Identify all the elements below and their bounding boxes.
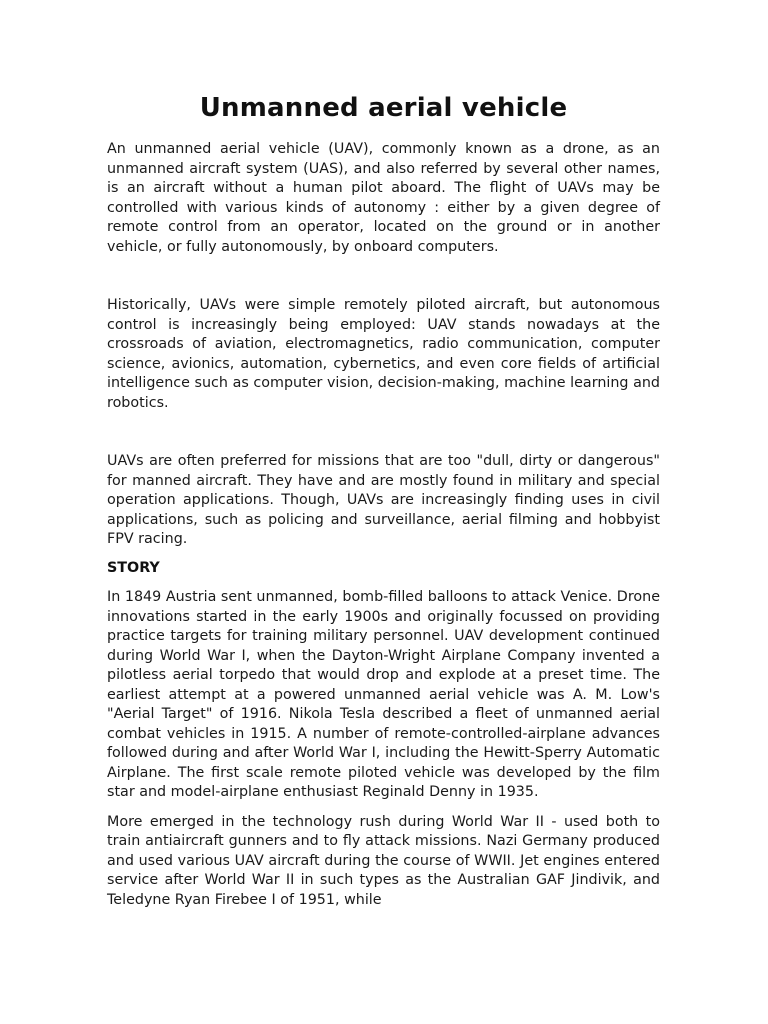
section-heading-story: STORY <box>107 559 160 576</box>
story-paragraph: In 1849 Austria sent unmanned, bomb-filled balloons to attack Venice. Drone innovations started in the early 1900s and originally focussed on providing practice targets for training military personnel. UAV development continued during World War I, when the Dayton-Wright Airplane Company invented a pilotless aerial torpedo that would drop and explode at a preset time. The earliest attempt at a powered unmanned aerial vehicle was A. M. Low's "Aerial Target" of 1916. Nikola Tesla described a fleet of unmanned aerial combat vehicles in 1915. A number of remote-controlled-airplane advances followed during and after World War I, including the Hewitt-Sperry Automatic Airplane. The first scale remote piloted vehicle was developed by the film star and model-airplane enthusiast Reginald Denny in 1935. <box>107 589 660 800</box>
document-title: Unmanned aerial vehicle <box>199 93 568 123</box>
intro-paragraph: An unmanned aerial vehicle (UAV), commonly known as a drone, as an unmanned aircraft system (UAS), and also referred by several other names, is an aircraft without a human pilot aboard. The flight of UAVs may be controlled with various kinds of autonomy : either by a given degree of remote control from an operator, located on the ground or in another vehicle, or fully autonomously, by onboard computers. <box>107 141 660 255</box>
history-paragraph: Historically, UAVs were simple remotely piloted aircraft, but autonomous control is increasingly being employed: UAV stands nowadays at the crossroads of aviation, electromagnetics, radio communication, computer science, avionics, automation, cybernetics, and even core fields of artificial intelligence such as computer vision, decision-making, machine learning and robotics. <box>107 297 660 411</box>
document-body <box>107 90 660 910</box>
story-paragraph: More emerged in the technology rush during World War II - used both to train antiaircraft gunners and to fly attack missions. Nazi Germany produced and used various UAV aircraft during the course of WWII. Jet engines entered service after World War II in such types as the Australian GAF Jindivik, and Teledyne Ryan Firebee I of 1951, while <box>107 813 660 908</box>
missions-paragraph: UAVs are often preferred for missions that are too "dull, dirty or dangerous" for manned aircraft. They have and are mostly found in military and special operation applications. Though, UAVs are increasingly finding uses in civil applications, such as policing and surveillance, aerial filming and hobbyist FPV racing. <box>107 453 660 547</box>
